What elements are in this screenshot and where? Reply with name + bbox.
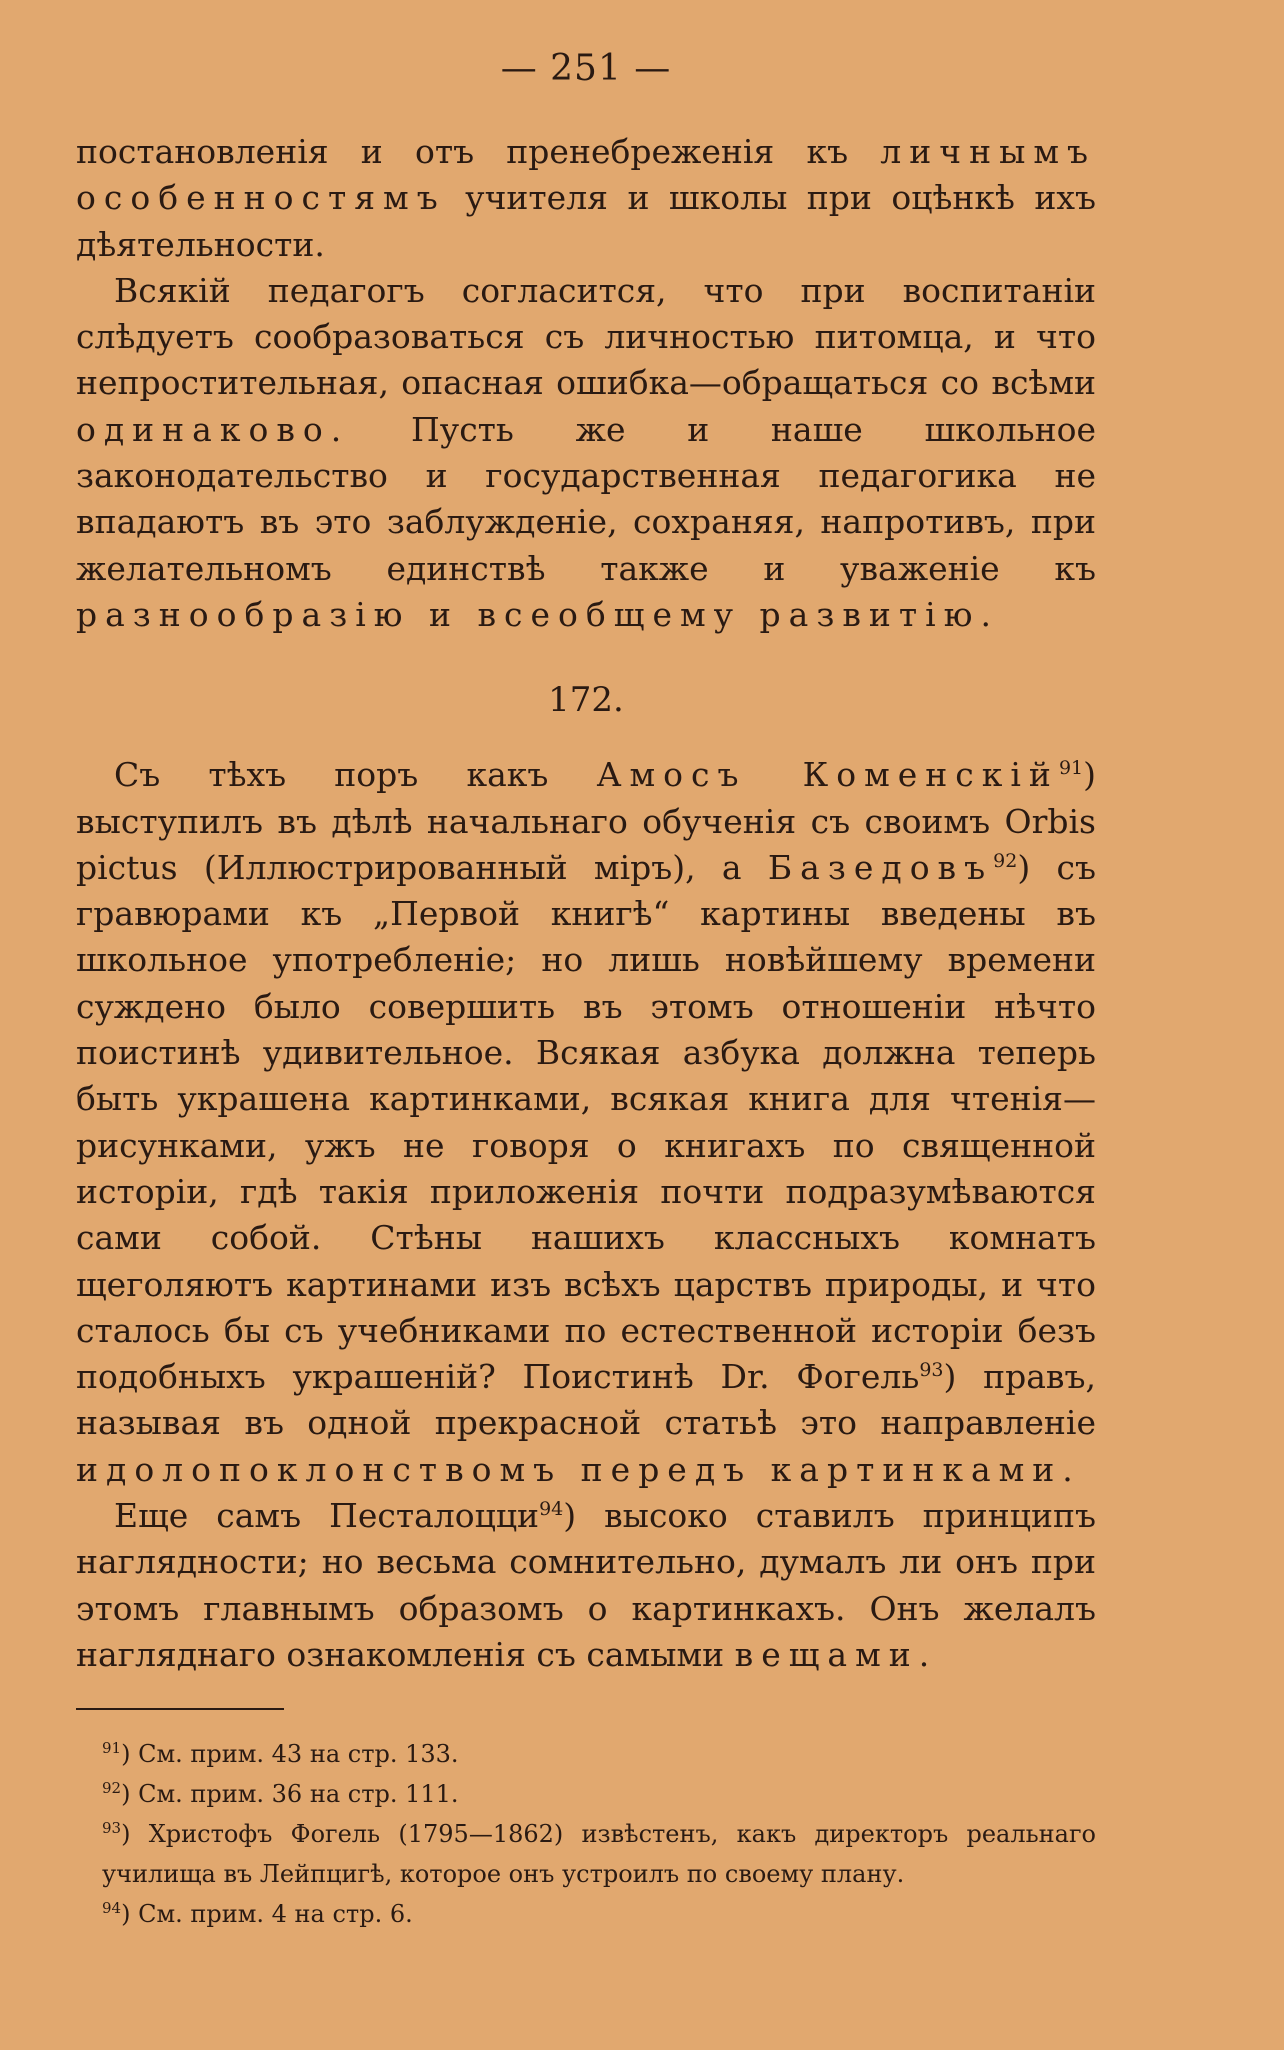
- paragraph-comenius: [76, 752, 1096, 1493]
- footnote: [76, 1814, 1096, 1894]
- footnote-number: 94: [102, 1899, 122, 1918]
- spaced-emphasis: одинаково.: [76, 409, 350, 449]
- spaced-emphasis: Амосъ Коменскій: [596, 755, 1059, 795]
- paragraph-pestalozzi: [76, 1493, 1096, 1678]
- spaced-emphasis: личнымъ особенностямъ: [76, 132, 1096, 218]
- paragraph-continued: [76, 129, 1096, 268]
- text-run: Съ тѣхъ поръ какъ: [114, 755, 597, 795]
- footnote-divider: [76, 1708, 284, 1710]
- text-run: ) съ гравюрами къ „Первой книгѣ“ картины введены въ школьное употребленіе; но лишь новѣйшему времени суждено было совершить въ этомъ отношеніи нѣчто поистинѣ удивительное. Всякая азбука должна теперь быть украшена картинками, всякая книга для чтенія—рисунками, ужъ не говоря о книгахъ по священной исторіи, гдѣ такія приложенія почти подразумѣваются сами собой. Стѣны нашихъ классныхъ комнатъ щеголяютъ картинами изъ всѣхъ царствъ природы, и что сталось бы съ учебниками по естественной исторіи безъ подобныхъ украшеній? Поистинѣ Dr. Фогель: [76, 847, 1096, 1397]
- section-number: 172.: [548, 680, 624, 721]
- spaced-emphasis: вещами.: [734, 1634, 938, 1674]
- footnotes: [76, 1734, 1096, 1934]
- footnote-text: ) См. прим. 36 на стр. 111.: [121, 1780, 459, 1809]
- spaced-emphasis: разнообразію и всеобщему развитію.: [76, 594, 999, 634]
- footnote-ref[interactable]: 93: [919, 1359, 944, 1382]
- text-run: Еще самъ Песталоцци: [114, 1496, 540, 1536]
- text-run: постановленія и отъ пренебреженія къ: [76, 132, 881, 171]
- footnote-text: ) Христофъ Фогель (1795—1862) извѣстенъ, какъ директоръ реальнаго училища въ Лейпцигѣ, которое онъ устроилъ по своему плану.: [102, 1820, 1096, 1889]
- text-run: Пусть же и наше школьное законодательство и государственная педагогика не впадаютъ въ это заблужденіе, сохраняя, напротивъ, при желательномъ единствѣ также и уваженіе къ: [76, 409, 1096, 588]
- footnote-ref[interactable]: 92: [993, 849, 1018, 872]
- footnote-text: ) См. прим. 43 на стр. 133.: [121, 1740, 459, 1769]
- footnote: [76, 1734, 1096, 1774]
- text-run: ) правъ, называя въ одной прекрасной статьѣ это направленіе: [76, 1357, 1096, 1443]
- footnote-number: 93: [102, 1819, 122, 1838]
- footnote-ref[interactable]: 91: [1058, 757, 1084, 780]
- text-run: (Иллюстрированный міръ), а: [177, 847, 768, 887]
- page-number: — 251 —: [500, 48, 672, 89]
- footnote-number: 92: [102, 1779, 122, 1798]
- paragraph-pedagogue: [76, 268, 1096, 638]
- text-run: ) высоко ставилъ принципъ наглядности; но весьма сомнительно, думалъ ли онъ при этомъ главнымъ образомъ о картинкахъ. Онъ желалъ нагляднаго ознакомленія съ самыми: [76, 1496, 1096, 1674]
- text-run: учителя и школы при оцѣнкѣ ихъ дѣятельности.: [76, 178, 1096, 264]
- latin-title: Orbis pictus: [76, 801, 1096, 887]
- spaced-emphasis: Базедовъ: [767, 847, 994, 887]
- footnote-ref[interactable]: 94: [539, 1498, 564, 1521]
- footnote: [76, 1774, 1096, 1814]
- spaced-emphasis: идолопоклонствомъ передъ картинками.: [76, 1449, 1081, 1489]
- text-run: Всякій педагогъ согласится, что при воспитаніи слѣдуетъ сообразоваться съ личностью питомца, и что непростительная, опасная ошибка—обращаться со всѣми: [76, 270, 1096, 403]
- footnote-number: 91: [102, 1739, 122, 1758]
- footnote: [76, 1894, 1096, 1934]
- text-run: ) выступилъ въ дѣлѣ начальнаго обученія съ своимъ: [76, 755, 1096, 841]
- footnote-text: ) См. прим. 4 на стр. 6.: [121, 1900, 413, 1929]
